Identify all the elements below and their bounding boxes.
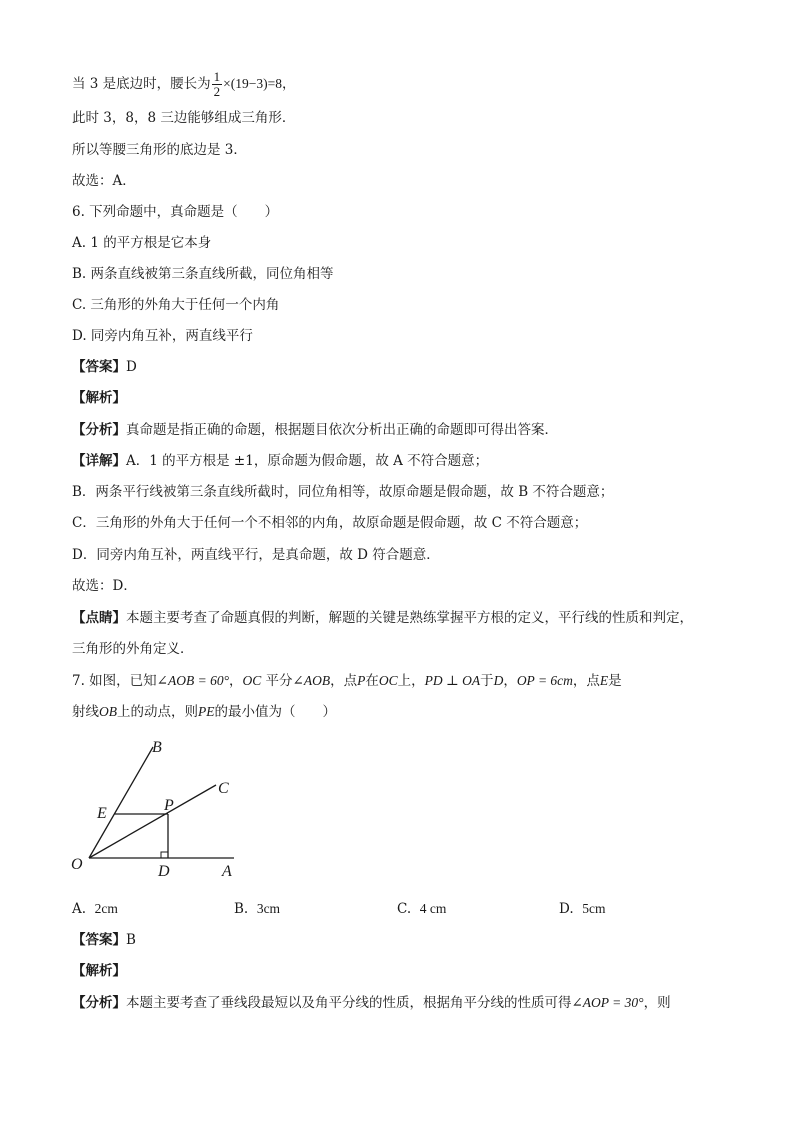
label-c: C [218,780,229,797]
answer-value: B [126,932,136,948]
option-letter: D. [559,901,574,917]
option-letter: B. [234,901,249,917]
analysis-6-dianjing-cont: 三角形的外角定义． [72,641,194,657]
question-7-option-b [234,899,280,919]
text-line-4: 故选：A． [72,173,136,189]
fenxi-text: 本题主要考查了垂线段最短以及角平分线的性质，根据角平分线的性质可得 [126,995,572,1011]
text-segment: 射线 [72,704,99,720]
text-segment: ， [228,673,243,689]
math-expression: ∠AOB = 60° [156,673,229,688]
fenxi-text: ，则 [643,995,671,1011]
option-value: 5cm [582,901,606,916]
label-a: A [222,863,232,880]
geometry-figure [64,732,264,882]
math-expression: PD ⊥ OA [424,673,481,688]
math-expression: P [357,673,366,688]
fraction-numerator: 1 [213,69,221,84]
question-6-option-d: D. 同旁内角互补，两直线平行 [72,328,253,344]
math-expression: ×(19−3)=8 [223,76,283,91]
analysis-6-heading: 【解析】 [72,390,126,406]
dianjing-text: 本题主要考查了命题真假的判断，解题的关键是熟练掌握平方根的定义，平行线的性质和判定， [126,610,693,626]
fraction-one-half [212,70,223,99]
analysis-7-heading: 【解析】 [72,963,126,979]
fraction-denominator: 2 [213,84,221,99]
dianjing-tag: 【点睛】 [72,610,126,626]
math-expression: OP = 6cm [516,673,573,688]
label-b: B [152,739,162,756]
text-segment: 的最小值为（ ） [214,704,336,720]
answer-tag: 【答案】 [72,932,126,948]
option-value: 3cm [256,901,281,916]
math-expression: OC [242,673,262,688]
ray-ob [89,747,153,858]
text-segment: 上， [397,673,425,689]
analysis-6-line-c: C．三角形的外角大于任何一个不相邻的内角，故原命题是假命题，故 C 不符合题意； [72,515,588,531]
text-segment: 是 [608,673,622,689]
label-p: P [164,797,174,814]
text-line-2: 此时 3，8，8 三边能够组成三角形． [72,110,296,126]
label-d: D [158,863,170,880]
text-segment: 平分 [261,673,293,689]
answer-value: D [126,359,137,375]
text-segment: 当 3 是底边时，腰长为 [72,76,211,92]
option-value: 2cm [94,901,118,916]
question-7-option-c [397,899,446,919]
analysis-6-conclusion: 故选：D． [72,578,137,594]
answer-6 [72,357,734,377]
math-expression: E [599,673,609,688]
label-e: E [97,805,107,822]
text-line-1 [72,70,734,99]
question-7-stem-line-1 [72,671,734,691]
math-expression: D [493,673,504,688]
answer-tag: 【答案】 [72,359,126,375]
answer-7 [72,930,734,950]
analysis-6-line-b: B．两条平行线被第三条直线所截时，同位角相等，故原命题是假命题，故 B 不符合题意； [72,484,614,500]
question-7-option-d [559,899,605,919]
question-6-option-b: B. 两条直线被第三条直线所截，同位角相等 [72,266,334,282]
analysis-6-xiangjie [72,451,734,471]
question-6-stem: 6. 下列命题中，真命题是（ ） [72,204,279,220]
option-letter: C. [397,901,412,917]
label-o: O [71,856,83,873]
text-segment: 上的动点，则 [117,704,198,720]
math-expression: ∠AOP = 30° [571,995,644,1010]
question-6-option-a: A. 1 的平方根是它本身 [72,235,212,251]
text-segment: ，点 [572,673,600,689]
analysis-6-dianjing [72,608,734,628]
analysis-6-fenxi [72,420,734,440]
right-angle-mark [161,852,168,858]
text-segment: 在 [365,673,379,689]
fenxi-tag: 【分析】 [72,422,126,438]
fenxi-text: 真命题是指正确的命题，根据题目依次分析出正确的命题即可得出答案． [126,422,558,438]
text-segment: ， [282,76,296,92]
fenxi-tag: 【分析】 [72,995,126,1011]
ray-oc [89,785,216,858]
math-expression: PE [198,704,215,719]
math-expression: ∠AOB [292,673,331,688]
text-segment: 7. 如图，已知 [72,673,157,689]
text-segment: ，点 [330,673,358,689]
analysis-6-line-d: D．同旁内角互补，两直线平行，是真命题，故 D 符合题意． [72,547,440,563]
math-expression: OC [378,673,398,688]
text-segment: 于 [480,673,494,689]
text-segment: ， [503,673,517,689]
xiangjie-tag: 【详解】 [72,453,126,469]
option-letter: A. [72,901,87,917]
option-value: 4 cm [419,901,447,916]
math-expression: OB [99,704,117,719]
text-line-3: 所以等腰三角形的底边是 3． [72,142,247,158]
question-7-stem-line-2 [72,702,734,722]
xiangjie-text: A．1 的平方根是 ±1，原命题为假命题，故 A 不符合题意； [126,453,489,469]
analysis-7-fenxi [72,993,734,1013]
question-7-option-a [72,899,118,919]
question-6-option-c: C. 三角形的外角大于任何一个内角 [72,297,280,313]
